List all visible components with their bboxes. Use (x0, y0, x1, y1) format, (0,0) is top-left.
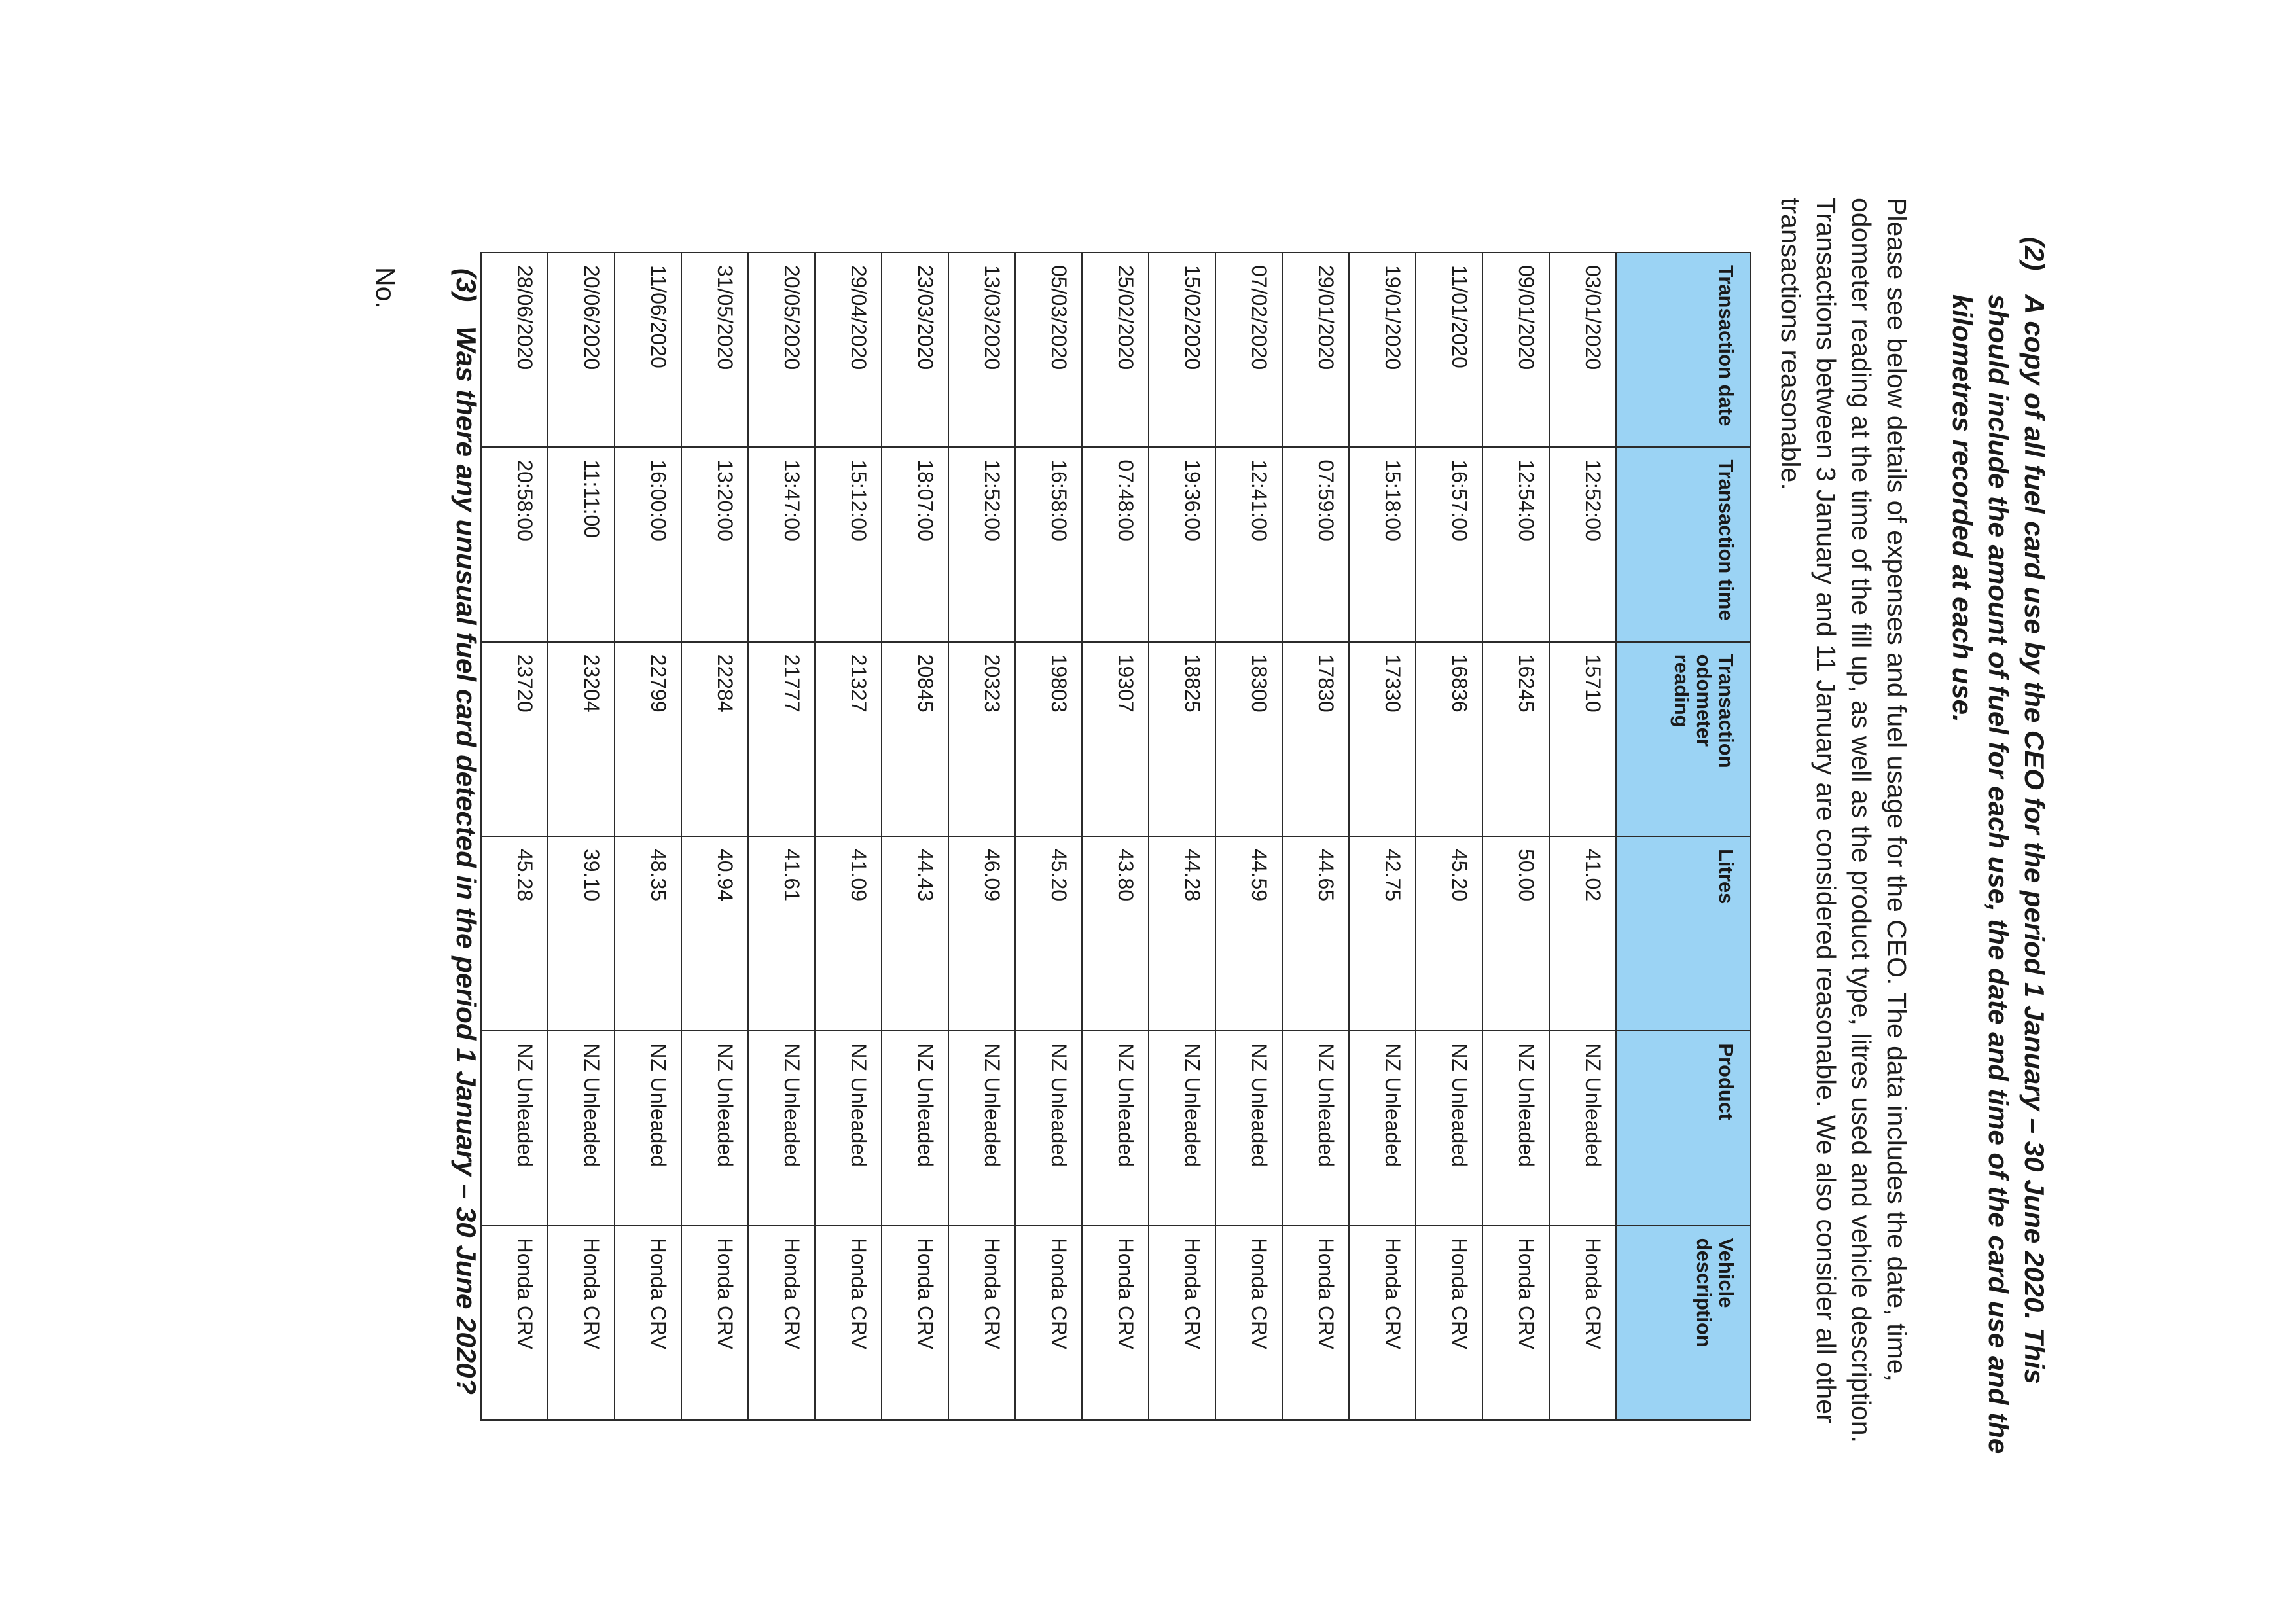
cell-litres: 45.20 (1015, 836, 1082, 1031)
cell-product: NZ Unleaded (615, 1031, 681, 1225)
cell-transaction-date: 11/01/2020 (1416, 253, 1482, 447)
cell-product: NZ Unleaded (815, 1031, 882, 1225)
cell-transaction-time: 07:59:00 (1282, 447, 1349, 641)
fuel-card-transactions-table (480, 252, 1751, 1421)
table-row (1282, 253, 1349, 1420)
column-header: Transaction odometer reading (1616, 642, 1751, 836)
cell-transaction-time: 20:58:00 (481, 447, 548, 641)
column-header: Product (1616, 1031, 1751, 1225)
cell-odometer-reading: 22799 (615, 642, 681, 836)
table-row (748, 253, 815, 1420)
cell-vehicle-description: Honda CRV (1416, 1226, 1482, 1420)
cell-vehicle-description: Honda CRV (1482, 1226, 1549, 1420)
cell-transaction-date: 15/02/2020 (1149, 253, 1215, 447)
cell-litres: 41.09 (815, 836, 882, 1031)
cell-litres: 45.20 (1416, 836, 1482, 1031)
cell-litres: 45.28 (481, 836, 548, 1031)
cell-transaction-time: 15:18:00 (1349, 447, 1416, 641)
cell-product: NZ Unleaded (1282, 1031, 1349, 1225)
cell-transaction-date: 25/02/2020 (1082, 253, 1149, 447)
question-2-number: (2) (2019, 237, 2050, 271)
cell-vehicle-description: Honda CRV (1215, 1226, 1282, 1420)
cell-vehicle-description: Honda CRV (548, 1226, 615, 1420)
question-3-number: (3) (451, 268, 482, 302)
question-3-text: Was there any unusual fuel card detected in the period 1 January – 30 June 2020? (451, 326, 482, 1395)
cell-vehicle-description: Honda CRV (815, 1226, 882, 1420)
cell-product: NZ Unleaded (681, 1031, 748, 1225)
cell-odometer-reading: 17830 (1282, 642, 1349, 836)
cell-odometer-reading: 17330 (1349, 642, 1416, 836)
table-row (481, 253, 548, 1420)
cell-product: NZ Unleaded (748, 1031, 815, 1225)
cell-transaction-time: 16:00:00 (615, 447, 681, 641)
column-header: Vehicle description (1616, 1226, 1751, 1420)
cell-litres: 46.09 (948, 836, 1015, 1031)
cell-product: NZ Unleaded (1549, 1031, 1616, 1225)
cell-odometer-reading: 18300 (1215, 642, 1282, 836)
cell-vehicle-description: Honda CRV (615, 1226, 681, 1420)
table-row (1215, 253, 1282, 1420)
cell-odometer-reading: 19307 (1082, 642, 1149, 836)
cell-vehicle-description: Honda CRV (1349, 1226, 1416, 1420)
cell-transaction-time: 12:41:00 (1215, 447, 1282, 641)
cell-product: NZ Unleaded (1416, 1031, 1482, 1225)
table-row (1349, 253, 1416, 1420)
cell-odometer-reading: 21327 (815, 642, 882, 836)
cell-odometer-reading: 22284 (681, 642, 748, 836)
cell-product: NZ Unleaded (1082, 1031, 1149, 1225)
table-row (882, 253, 948, 1420)
cell-transaction-date: 07/02/2020 (1215, 253, 1282, 447)
cell-transaction-date: 20/05/2020 (748, 253, 815, 447)
cell-product: NZ Unleaded (1149, 1031, 1215, 1225)
cell-transaction-time: 16:57:00 (1416, 447, 1482, 641)
table-row (815, 253, 882, 1420)
table-body (481, 253, 1616, 1420)
cell-litres: 43.80 (1082, 836, 1149, 1031)
question-2-text: A copy of all fuel card use by the CEO for the period 1 January – 30 June 2020. This should include the amount of fuel for each use, the date and time of the card use and the kilometres recorded at each use. (1947, 294, 2050, 1454)
table-row (548, 253, 615, 1420)
cell-litres: 41.02 (1549, 836, 1616, 1031)
cell-vehicle-description: Honda CRV (681, 1226, 748, 1420)
cell-transaction-time: 11:11:00 (548, 447, 615, 641)
cell-transaction-time: 13:20:00 (681, 447, 748, 641)
cell-litres: 42.75 (1349, 836, 1416, 1031)
cell-product: NZ Unleaded (948, 1031, 1015, 1225)
cell-odometer-reading: 15710 (1549, 642, 1616, 836)
cell-transaction-date: 11/06/2020 (615, 253, 681, 447)
cell-transaction-time: 12:52:00 (948, 447, 1015, 641)
cell-transaction-time: 07:48:00 (1082, 447, 1149, 641)
cell-product: NZ Unleaded (1349, 1031, 1416, 1225)
cell-litres: 44.43 (882, 836, 948, 1031)
cell-vehicle-description: Honda CRV (882, 1226, 948, 1420)
cell-vehicle-description: Honda CRV (1015, 1226, 1082, 1420)
cell-odometer-reading: 20845 (882, 642, 948, 836)
column-header: Transaction date (1616, 253, 1751, 447)
cell-transaction-date: 31/05/2020 (681, 253, 748, 447)
cell-odometer-reading: 20323 (948, 642, 1015, 836)
cell-product: NZ Unleaded (481, 1031, 548, 1225)
table-row (1482, 253, 1549, 1420)
question-3-answer: No. (370, 267, 401, 309)
cell-vehicle-description: Honda CRV (948, 1226, 1015, 1420)
column-header: Transaction time (1616, 447, 1751, 641)
cell-vehicle-description: Honda CRV (748, 1226, 815, 1420)
cell-transaction-time: 12:54:00 (1482, 447, 1549, 641)
cell-transaction-date: 13/03/2020 (948, 253, 1015, 447)
cell-transaction-date: 29/04/2020 (815, 253, 882, 447)
cell-litres: 48.35 (615, 836, 681, 1031)
cell-litres: 39.10 (548, 836, 615, 1031)
cell-product: NZ Unleaded (1215, 1031, 1282, 1225)
cell-transaction-date: 03/01/2020 (1549, 253, 1616, 447)
cell-product: NZ Unleaded (1015, 1031, 1082, 1225)
cell-transaction-time: 18:07:00 (882, 447, 948, 641)
cell-transaction-time: 16:58:00 (1015, 447, 1082, 641)
cell-litres: 44.65 (1282, 836, 1349, 1031)
cell-vehicle-description: Honda CRV (1282, 1226, 1349, 1420)
cell-transaction-date: 29/01/2020 (1282, 253, 1349, 447)
cell-vehicle-description: Honda CRV (1549, 1226, 1616, 1420)
table-row (948, 253, 1015, 1420)
table-row (1082, 253, 1149, 1420)
table-row (615, 253, 681, 1420)
table-row (1149, 253, 1215, 1420)
cell-odometer-reading: 23720 (481, 642, 548, 836)
table-row (1416, 253, 1482, 1420)
table-header-row (1616, 253, 1751, 1420)
cell-product: NZ Unleaded (1482, 1031, 1549, 1225)
cell-transaction-time: 12:52:00 (1549, 447, 1616, 641)
cell-product: NZ Unleaded (548, 1031, 615, 1225)
cell-litres: 44.59 (1215, 836, 1282, 1031)
cell-odometer-reading: 23204 (548, 642, 615, 836)
cell-transaction-time: 13:47:00 (748, 447, 815, 641)
cell-transaction-date: 05/03/2020 (1015, 253, 1082, 447)
cell-odometer-reading: 16836 (1416, 642, 1482, 836)
cell-transaction-date: 19/01/2020 (1349, 253, 1416, 447)
cell-litres: 41.61 (748, 836, 815, 1031)
cell-transaction-date: 09/01/2020 (1482, 253, 1549, 447)
cell-vehicle-description: Honda CRV (1082, 1226, 1149, 1420)
cell-transaction-time: 19:36:00 (1149, 447, 1215, 641)
cell-vehicle-description: Honda CRV (481, 1226, 548, 1420)
cell-transaction-time: 15:12:00 (815, 447, 882, 641)
cell-odometer-reading: 21777 (748, 642, 815, 836)
cell-transaction-date: 28/06/2020 (481, 253, 548, 447)
cell-vehicle-description: Honda CRV (1149, 1226, 1215, 1420)
table-row (1549, 253, 1616, 1420)
cell-transaction-date: 23/03/2020 (882, 253, 948, 447)
cell-litres: 44.28 (1149, 836, 1215, 1031)
cell-litres: 50.00 (1482, 836, 1549, 1031)
cell-product: NZ Unleaded (882, 1031, 948, 1225)
cell-transaction-date: 20/06/2020 (548, 253, 615, 447)
cell-odometer-reading: 19803 (1015, 642, 1082, 836)
table-row (681, 253, 748, 1420)
intro-paragraph: Please see below details of expenses and fuel usage for the CEO. The data includes the date, time, odometer reading at the time of the fill up, as well as the product type, litres used and vehicle description. Transactions between 3 January and 11 January are considered reasonable. We also consider all other transactions reasonable. (1776, 198, 1912, 1443)
column-header: Litres (1616, 836, 1751, 1031)
cell-odometer-reading: 18825 (1149, 642, 1215, 836)
cell-litres: 40.94 (681, 836, 748, 1031)
cell-odometer-reading: 16245 (1482, 642, 1549, 836)
table-row (1015, 253, 1082, 1420)
